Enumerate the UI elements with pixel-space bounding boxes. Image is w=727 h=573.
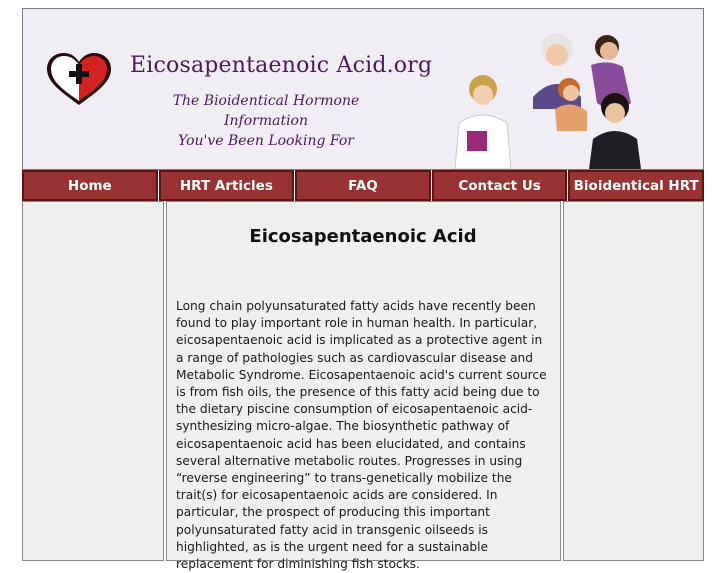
nav-hrt-articles[interactable]: HRT Articles bbox=[159, 170, 295, 201]
content-layout bbox=[22, 201, 704, 572]
nav-home[interactable]: Home bbox=[22, 170, 158, 201]
left-sidebar bbox=[22, 201, 164, 561]
site-title[interactable]: Eicosapentaenoic Acid.org bbox=[130, 53, 433, 78]
right-sidebar bbox=[563, 201, 704, 561]
tagline-line-2: You've Been Looking For bbox=[178, 133, 354, 149]
nav-contact-us[interactable]: Contact Us bbox=[432, 170, 568, 201]
tagline bbox=[131, 91, 401, 151]
main-nav bbox=[22, 170, 704, 201]
tagline-line-1: The Bioidentical Hormone Information bbox=[172, 93, 360, 129]
site-header bbox=[22, 8, 704, 170]
nav-faq[interactable]: FAQ bbox=[295, 170, 431, 201]
nav-bioidentical-hrt[interactable]: Bioidentical HRT bbox=[568, 170, 704, 201]
article-body: Long chain polyunsaturated fatty acids have recently been found to play important role in human health. In particular, eicosapentaenoic acid is implicated as a protective agent in a range of pathologies such as cardiovascular disease and Metabolic Syndrome. Eicosapentaenoic acid's current source is from fish oils, the presence of this fatty acid being due to the dietary piscine consumption of eicosapentaenoic acid-synthesizing micro-algae. The biosynthetic pathway of eicosapentaenoic acid has been elucidated, and contains several alternative metabolic routes. Progresses in using “reverse engineering” to trans-genetically mobilize the trait(s) for eicosapentaenoic acids are considered. In particular, the prospect of producing this important polyunsaturated fatty acid in transgenic oilseeds is highlighted, as is the urgent need for a sustainable replacement for diminishing fish stocks. bbox=[176, 299, 547, 572]
women-group-image bbox=[437, 19, 653, 169]
main-content bbox=[166, 201, 561, 572]
heart-medical-cross-icon[interactable] bbox=[43, 51, 115, 107]
page-title: Eicosapentaenoic Acid bbox=[249, 226, 477, 247]
